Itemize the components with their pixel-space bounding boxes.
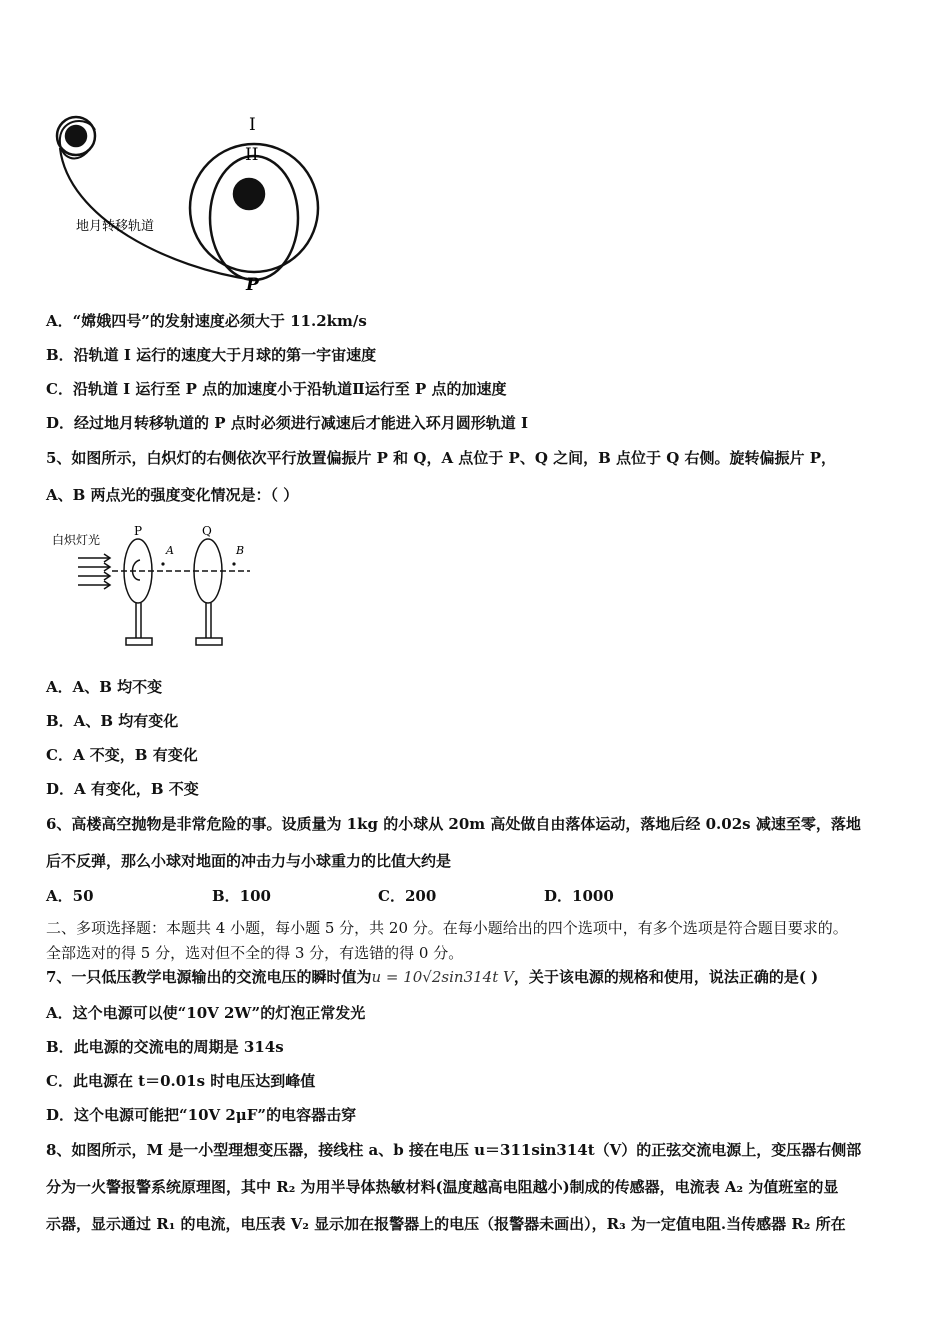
q6-option-c: C．200 [378,887,437,905]
point-B [232,562,235,565]
q7-stem-suffix: ，关于该电源的规格和使用，说法正确的是( ) [513,968,819,986]
stand-Q-base [196,638,222,645]
point-A [161,562,164,565]
q6-stem-line1: 6、高楼高空抛物是非常危险的事。设质量为 1kg 的小球从 20m 高处做自由落体运动，落地后经 0.02s 减速至零，落地 [46,815,861,833]
q4-option-d: D．经过地月转移轨道的 P 点时必须进行减速后才能进入环月圆形轨道 I [46,414,528,432]
q7-formula: u = 10√2sin314t V [371,968,514,986]
polarizer-P [124,539,152,603]
q6-option-d: D．1000 [544,887,614,905]
q8-stem-line2: 分为一火警报警系统原理图，其中 R₂ 为用半导体热敏材料(温度越高电阻越小)制成的传感器，电流表 A₂ 为值班室的显 [46,1178,839,1196]
orbit-I-label: I [249,115,256,135]
q7-stem-prefix: 7、一只低压教学电源输出的交流电压的瞬时值为 [46,968,372,986]
q4-option-c: C．沿轨道 I 运行至 P 点的加速度小于沿轨道Ⅱ运行至 P 点的加速度 [46,380,507,398]
label-Q: Q [202,524,212,538]
point-P-label: P [246,275,259,293]
arrow-heads [104,554,110,589]
polarizer-figure [50,522,255,650]
light-label: 白炽灯光 [52,533,101,547]
q6-stem-line2: 后不反弹，那么小球对地面的冲击力与小球重力的比值大约是 [46,852,452,870]
q5-option-b: B．A、B 均有变化 [46,712,179,730]
q7-option-c: C．此电源在 t＝0.01s 时电压达到峰值 [46,1072,316,1090]
label-P: P [134,524,143,538]
rotation-arrow [133,560,141,580]
q5-stem-line1: 5、如图所示，白炽灯的右侧依次平行放置偏振片 P 和 Q，A 点位于 P、Q 之间，B 点位于 Q 右侧。旋转偏振片 P， [46,449,837,467]
section2-heading-line2: 全部选对的得 5 分，选对但不全的得 3 分，有选错的得 0 分。 [46,944,464,962]
q7-option-d: D．这个电源可能把“10V 2μF”的电容器击穿 [46,1106,357,1124]
transfer-orbit-path [60,148,254,280]
transfer-orbit-label: 地月转移轨道 [76,219,155,234]
label-B: B [236,544,245,557]
orbit-figure [48,108,328,293]
q6-option-b: B．100 [212,887,271,905]
q4-option-a: A．“嫦娥四号”的发射速度必须大于 11.2km/s [46,312,367,330]
q7-stem [46,967,818,987]
label-A: A [166,544,174,557]
q5-option-d: D．A 有变化，B 不变 [46,780,199,798]
moon [234,179,264,209]
earth [66,126,86,146]
q5-stem-line2: A、B 两点光的强度变化情况是：（ ） [46,486,299,504]
q7-option-b: B．此电源的交流电的周期是 314s [46,1038,284,1056]
q4-option-b: B．沿轨道 I 运行的速度大于月球的第一宇宙速度 [46,346,377,364]
section2-heading-line1: 二、多项选择题：本题共 4 小题，每小题 5 分，共 20 分。在每小题给出的四个选项中，有多个选项是符合题目要求的。 [46,919,848,937]
q8-stem-line1: 8、如图所示，M 是一小型理想变压器，接线柱 a、b 接在电压 u＝311sin314t（V）的正弦交流电源上，变压器右侧部 [46,1141,862,1159]
q5-option-c: C．A 不变，B 有变化 [46,746,198,764]
orbit-II-label: II [245,145,259,165]
orbit-II [210,156,298,280]
q8-stem-line3: 示器，显示通过 R₁ 的电流，电压表 V₂ 显示加在报警器上的电压（报警器未画出），R₃ 为一定值电阻.当传感器 R₂ 所在 [46,1215,846,1233]
q7-option-a: A．这个电源可以使“10V 2W”的灯泡正常发光 [46,1004,366,1022]
stand-P-base [126,638,152,645]
q5-option-a: A．A、B 均不变 [46,678,163,696]
q6-option-a: A．50 [46,887,94,905]
